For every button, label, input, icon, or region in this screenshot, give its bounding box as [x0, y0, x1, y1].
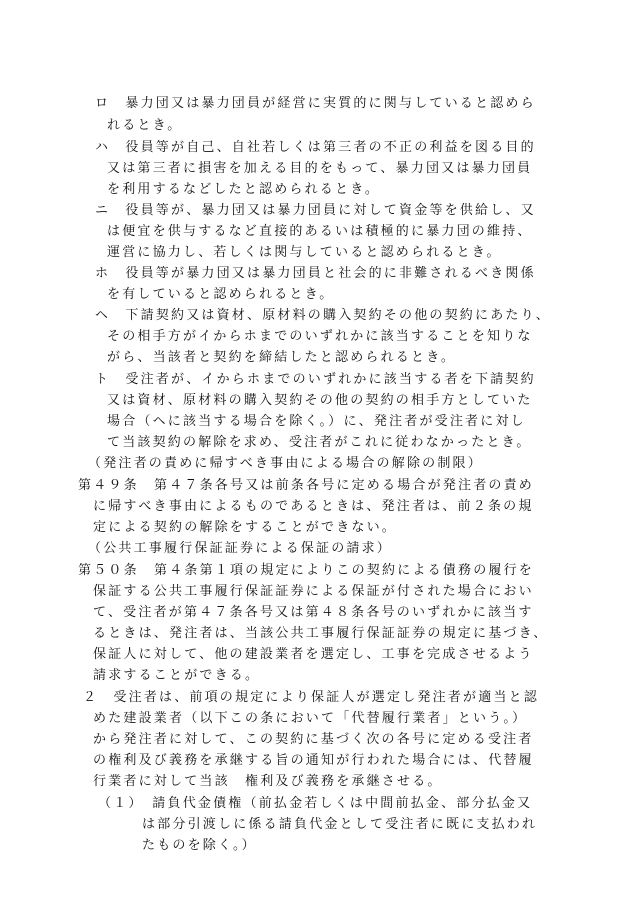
paragraph-2-line-3: から発注者に対して、この契約に基づく次の各号に定める受注者 — [93, 732, 534, 747]
subitem-1-line-2: は部分引渡しに係る請負代金として受注者に既に支払われ — [142, 817, 538, 832]
item-he-line-1: ヘ 下請契約又は資材、原材料の購入契約その他の契約にあたり、 — [95, 308, 552, 323]
article-49-line-1: 第４９条 第４７条各号又は前条各号に定める場合が発注者の責め — [78, 478, 535, 493]
article-49-line-3: 定による契約の解除をすることができない。 — [93, 520, 398, 535]
article-50-line-2: 保証する公共工事履行保証証券による保証が付された場合におい — [93, 584, 534, 599]
item-ni-line-1: ニ 役員等が、暴力団又は暴力団員に対して資金等を供給し、又 — [95, 203, 536, 218]
paragraph-2-line-1: ２ 受注者は、前項の規定により保証人が選定し発注者が適当と認 — [83, 690, 540, 705]
subitem-1-line-3: たものを除く。） — [142, 838, 257, 853]
item-ni-line-2: は便宜を供与するなど直接的あるいは積極的に暴力団の維持、 — [107, 224, 533, 239]
paragraph-2-line-5: 行業者に対して当該 権利及び義務を承継させる。 — [93, 774, 443, 789]
paragraph-2-line-4: の権利及び義務を承継する旨の通知が行われた場合には、代替履 — [93, 753, 534, 768]
item-ni-line-3: 運営に協力し、若しくは関与していると認められるとき。 — [107, 245, 502, 260]
article-49-heading: （発注者の責めに帰すべき事由による場合の解除の制限） — [88, 456, 483, 471]
article-50-line-5: 保証人に対して、他の建設業者を選定し、工事を完成させるよう — [93, 647, 534, 662]
item-he-line-2: その相手方がイからホまでのいずれかに該当することを知りな — [107, 329, 533, 344]
item-to-line-2: 又は資材、原材料の購入契約その他の契約の相手方としていた — [107, 393, 533, 408]
article-50-line-3: て、受注者が第４７条各号又は第４８条各号のいずれかに該当す — [93, 605, 534, 620]
article-50-heading: （公共工事履行保証証券による保証の請求） — [88, 541, 393, 556]
item-to-line-4: て当該契約の解除を求め、受注者がこれに従わなかったとき。 — [107, 435, 532, 450]
item-ro-line-1: ロ 暴力団又は暴力団員が経営に実質的に関与していると認めら — [95, 96, 536, 111]
item-ha-line-3: を利用するなどしたと認められるとき。 — [107, 182, 381, 197]
subitem-1-line-1: （１） 請負代金債権（前払金若しくは中間前払金、部分払金又 — [98, 796, 533, 811]
article-50-line-6: 請求することができる。 — [93, 668, 261, 683]
item-he-line-3: がら、当該者と契約を締結したと認められるとき。 — [107, 350, 457, 365]
item-ro-line-2: れるとき。 — [107, 118, 183, 133]
article-49-line-2: に帰すべき事由によるものであるときは、発注者は、前２条の規 — [93, 499, 534, 514]
item-ha-line-2: 又は第三者に損害を加える目的をもって、暴力団又は暴力団員 — [107, 161, 533, 176]
article-50-line-4: るときは、発注者は、当該公共工事履行保証証券の規定に基づき、 — [93, 626, 549, 641]
item-ha-line-1: ハ 役員等が自己、自社若しくは第三者の不正の利益を図る目的 — [95, 140, 536, 155]
item-ho-line-2: を有していると認められるとき。 — [107, 287, 335, 302]
item-to-line-1: ト 受注者が、イからホまでのいずれかに該当する者を下請契約 — [95, 372, 536, 387]
item-to-line-3: 場合（ヘに該当する場合を除く。）に、発注者が受注者に対し — [107, 414, 526, 429]
article-50-line-1: 第５０条 第４条第１項の規定によりこの契約による債務の履行を — [78, 563, 535, 578]
item-ho-line-1: ホ 役員等が暴力団又は暴力団員と社会的に非難されるべき関係 — [95, 266, 536, 281]
paragraph-2-line-2: めた建設業者（以下この条において「代替履行業者」という。） — [93, 711, 528, 726]
